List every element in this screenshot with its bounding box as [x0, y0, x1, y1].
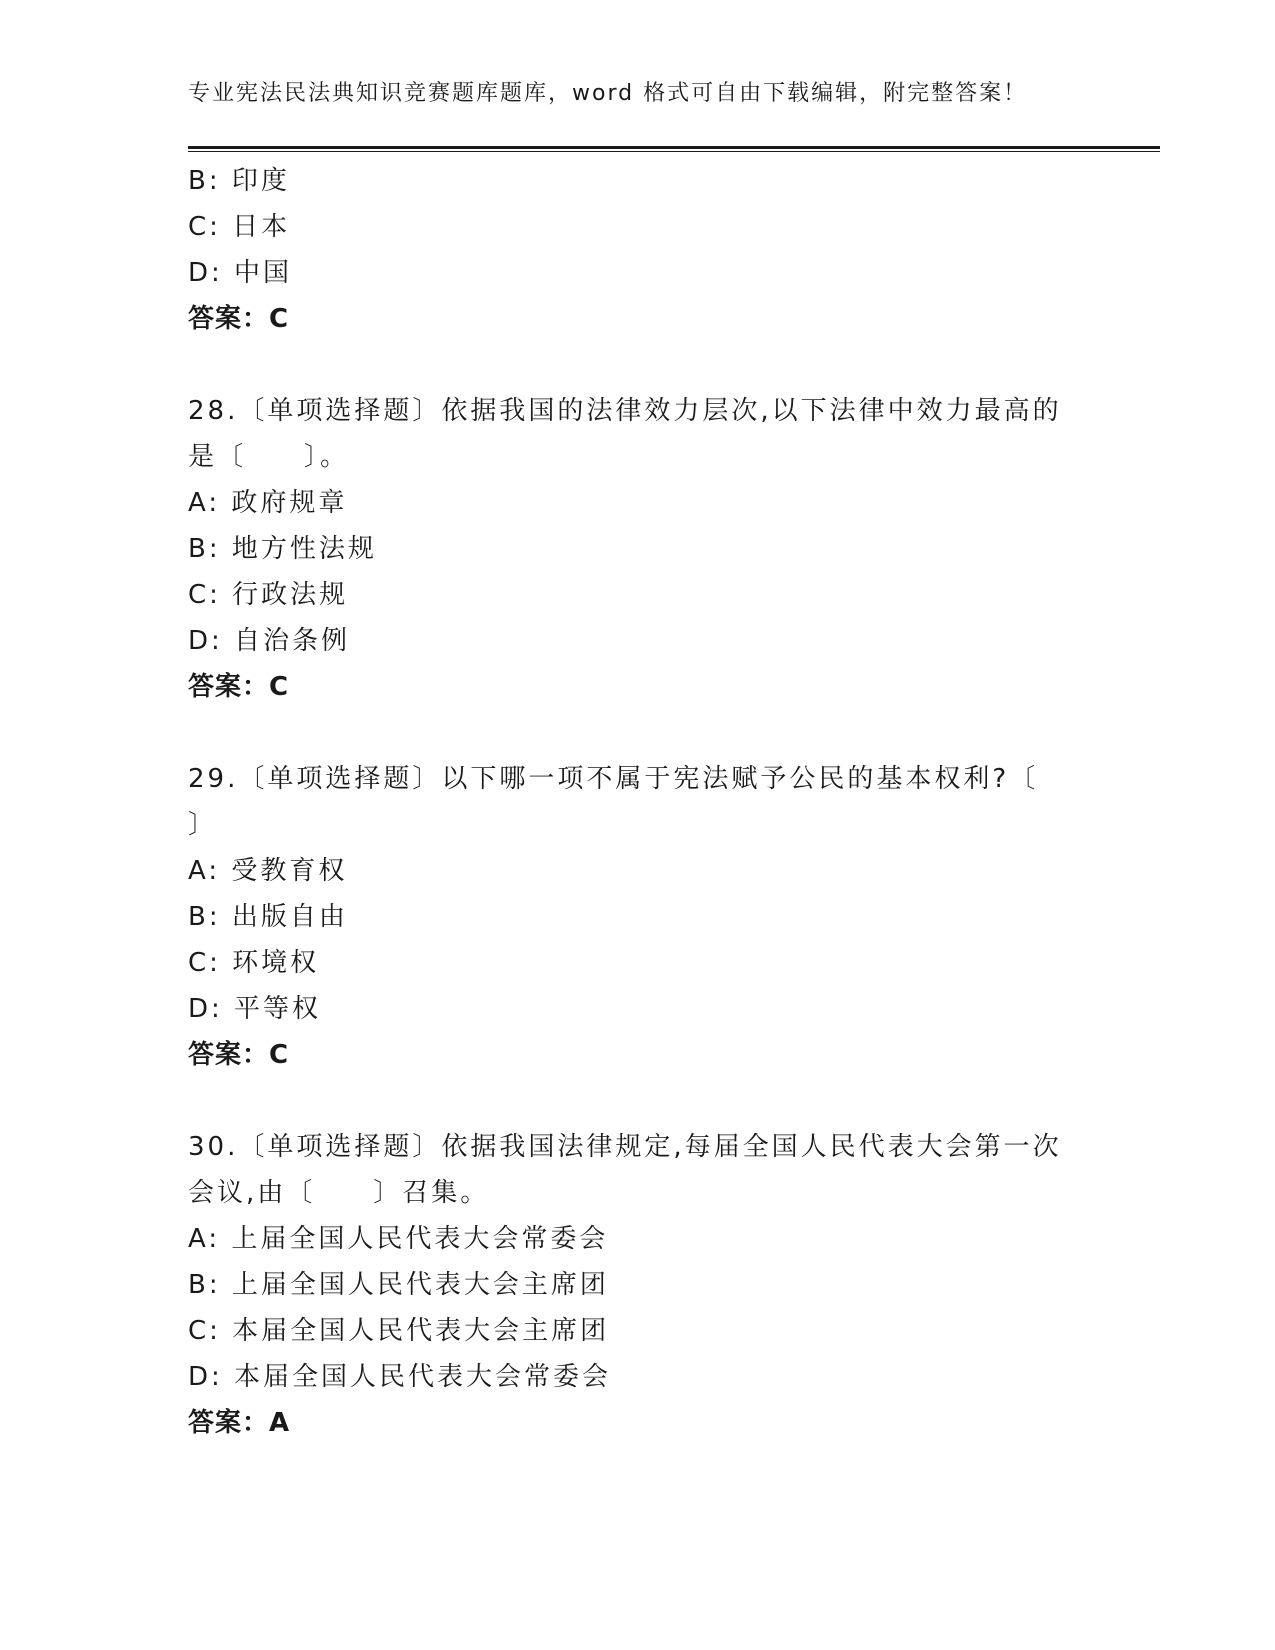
option-d: D: 本届全国人民代表大会常委会: [188, 1362, 612, 1392]
option-c: C: 日本: [188, 212, 291, 242]
option-c: C: 行政法规: [188, 580, 349, 610]
question-stem: 29.〔单项选择题〕以下哪一项不属于宪法赋予公民的基本权利?〔: [188, 764, 1039, 794]
question-stem: 28.〔单项选择题〕依据我国的法律效力层次,以下法律中效力最高的: [188, 396, 1062, 426]
answer-line: 答案：C: [188, 672, 290, 702]
option-d: D: 自治条例: [188, 626, 351, 656]
option-c: C: 环境权: [188, 948, 320, 978]
option-b: B: 印度: [188, 166, 290, 196]
question-stem: 〕: [188, 810, 218, 840]
option-a: A: 受教育权: [188, 856, 348, 886]
document-header: 专业宪法民法典知识竞赛题库题库，word 格式可自由下载编辑，附完整答案！: [188, 81, 1028, 106]
answer-line: 答案：C: [188, 304, 290, 334]
spacer: [188, 1078, 1068, 1124]
header-rule-thick: [188, 146, 1160, 149]
question-stem: 是〔 〕。: [188, 442, 350, 472]
question-content: [188, 158, 1068, 1446]
answer-line: 答案：C: [188, 1040, 290, 1070]
option-b: B: 上届全国人民代表大会主席团: [188, 1270, 609, 1300]
spacer: [188, 342, 1068, 388]
option-a: A: 上届全国人民代表大会常委会: [188, 1224, 609, 1254]
spacer: [188, 710, 1068, 756]
option-c: C: 本届全国人民代表大会主席团: [188, 1316, 610, 1346]
option-d: D: 平等权: [188, 994, 322, 1024]
option-a: A: 政府规章: [188, 488, 348, 518]
option-d: D: 中国: [188, 258, 293, 288]
header-rule-thin: [188, 151, 1160, 152]
question-stem: 30.〔单项选择题〕依据我国法律规定,每届全国人民代表大会第一次: [188, 1132, 1062, 1162]
question-stem: 会议,由〔 〕召集。: [188, 1178, 490, 1208]
answer-line: 答案：A: [188, 1408, 291, 1438]
option-b: B: 地方性法规: [188, 534, 377, 564]
option-b: B: 出版自由: [188, 902, 348, 932]
